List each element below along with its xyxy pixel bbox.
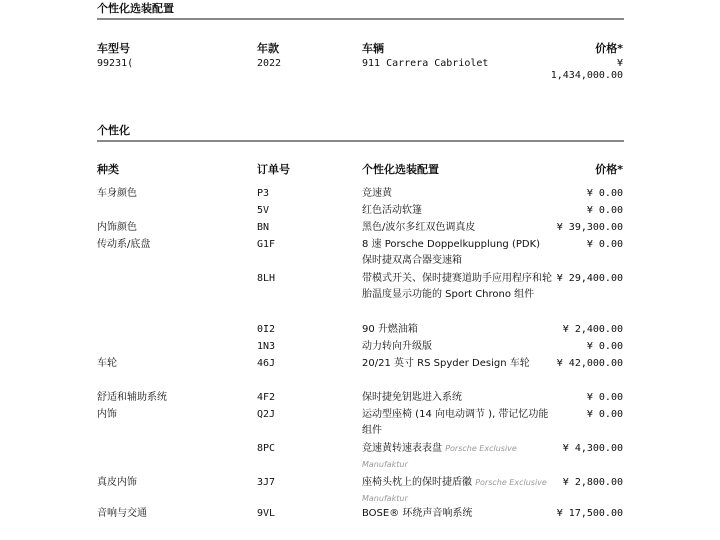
row-description: 8 速 Porsche Doppelkupplung (PDK) 保时捷双离合器变速箱 bbox=[362, 239, 541, 266]
row-description: BOSE® 环绕声音响系统 bbox=[362, 508, 473, 519]
row-price: ¥ 0.00 bbox=[586, 392, 623, 403]
row-price: ¥ 17,500.00 bbox=[556, 508, 623, 519]
row-description: 红色活动软篷 bbox=[362, 205, 422, 216]
row-description: 20/21 英寸 RS Spyder Design 车轮 bbox=[362, 358, 530, 369]
row-code: P3 bbox=[257, 188, 270, 199]
row-code: G1F bbox=[257, 239, 276, 250]
row-description bbox=[362, 475, 552, 507]
model-code: 99231( bbox=[97, 58, 134, 69]
row-description: 保时捷免钥匙进入系统 bbox=[362, 392, 462, 403]
header-vehicle: 车辆 bbox=[362, 42, 384, 55]
header-price: 价格* bbox=[595, 163, 623, 176]
row-price: ¥ 0.00 bbox=[586, 239, 623, 250]
row-code: 3J7 bbox=[257, 477, 276, 488]
header-configuration: 个性化选装配置 bbox=[362, 163, 439, 176]
row-price: ¥ 2,400.00 bbox=[562, 324, 623, 335]
row-price: ¥ 42,000.00 bbox=[556, 358, 623, 369]
row-code: 8LH bbox=[257, 273, 276, 284]
row-price: ¥ 0.00 bbox=[586, 409, 623, 420]
row-category: 车轮 bbox=[97, 358, 117, 369]
row-code: 5V bbox=[257, 205, 270, 216]
row-note: Porsche Exclusive Manufaktur bbox=[362, 478, 547, 503]
section-title-personalization: 个性化 bbox=[97, 124, 130, 137]
header-order-number: 订单号 bbox=[257, 163, 290, 176]
base-price: 1,434,000.00 bbox=[550, 70, 623, 81]
row-category: 内饰颜色 bbox=[97, 222, 137, 233]
row-code: 4F2 bbox=[257, 392, 276, 403]
row-code: 0I2 bbox=[257, 324, 276, 335]
header-model: 车型号 bbox=[97, 42, 130, 55]
row-description: 竞速黄 bbox=[362, 188, 392, 199]
divider bbox=[97, 18, 624, 20]
row-category: 传动系/底盘 bbox=[97, 239, 151, 250]
row-description: 黑色/波尔多红双色调真皮 bbox=[362, 222, 476, 233]
row-price: ¥ 0.00 bbox=[586, 341, 623, 352]
row-note: Porsche Exclusive Manufaktur bbox=[362, 444, 517, 469]
model-year: 2022 bbox=[257, 58, 282, 69]
row-category: 音响与交通 bbox=[97, 508, 147, 519]
row-price: ¥ 4,300.00 bbox=[562, 443, 623, 454]
row-description-text: 座椅头枕上的保时捷盾徽 bbox=[362, 477, 472, 488]
row-description-text: 竞速黄转速表表盘 bbox=[362, 443, 442, 454]
section-title-options: 个性化选装配置 bbox=[97, 2, 174, 15]
price-symbol: ¥ bbox=[616, 58, 623, 69]
row-description: 动力转向升级版 bbox=[362, 341, 432, 352]
row-description: 90 升燃油箱 bbox=[362, 324, 418, 335]
row-code: BN bbox=[257, 222, 270, 233]
row-price: ¥ 29,400.00 bbox=[556, 273, 623, 284]
header-price: 价格* bbox=[595, 42, 623, 55]
row-code: 8PC bbox=[257, 443, 276, 454]
row-price: ¥ 0.00 bbox=[586, 205, 623, 216]
row-price: ¥ 2,800.00 bbox=[562, 477, 623, 488]
row-code: 1N3 bbox=[257, 341, 276, 352]
header-category: 种类 bbox=[97, 163, 119, 176]
row-category: 车身颜色 bbox=[97, 188, 137, 199]
row-category: 真皮内饰 bbox=[97, 477, 137, 488]
row-code: 46J bbox=[257, 358, 276, 369]
row-description bbox=[362, 441, 552, 473]
row-category: 内饰 bbox=[97, 409, 117, 420]
row-description: 带模式开关、保时捷赛道助手应用程序和轮胎温度显示功能的 Sport Chrono 组件 bbox=[362, 273, 552, 300]
vehicle-name: 911 Carrera Cabriolet bbox=[362, 58, 489, 69]
row-price: ¥ 0.00 bbox=[586, 188, 623, 199]
row-code: Q2J bbox=[257, 409, 276, 420]
row-description: 运动型座椅 (14 向电动调节 ), 带记忆功能组件 bbox=[362, 409, 549, 436]
row-price: ¥ 39,300.00 bbox=[556, 222, 623, 233]
divider bbox=[97, 140, 624, 142]
header-year: 年款 bbox=[257, 42, 279, 55]
row-code: 9VL bbox=[257, 508, 276, 519]
row-category: 舒适和辅助系统 bbox=[97, 392, 167, 403]
